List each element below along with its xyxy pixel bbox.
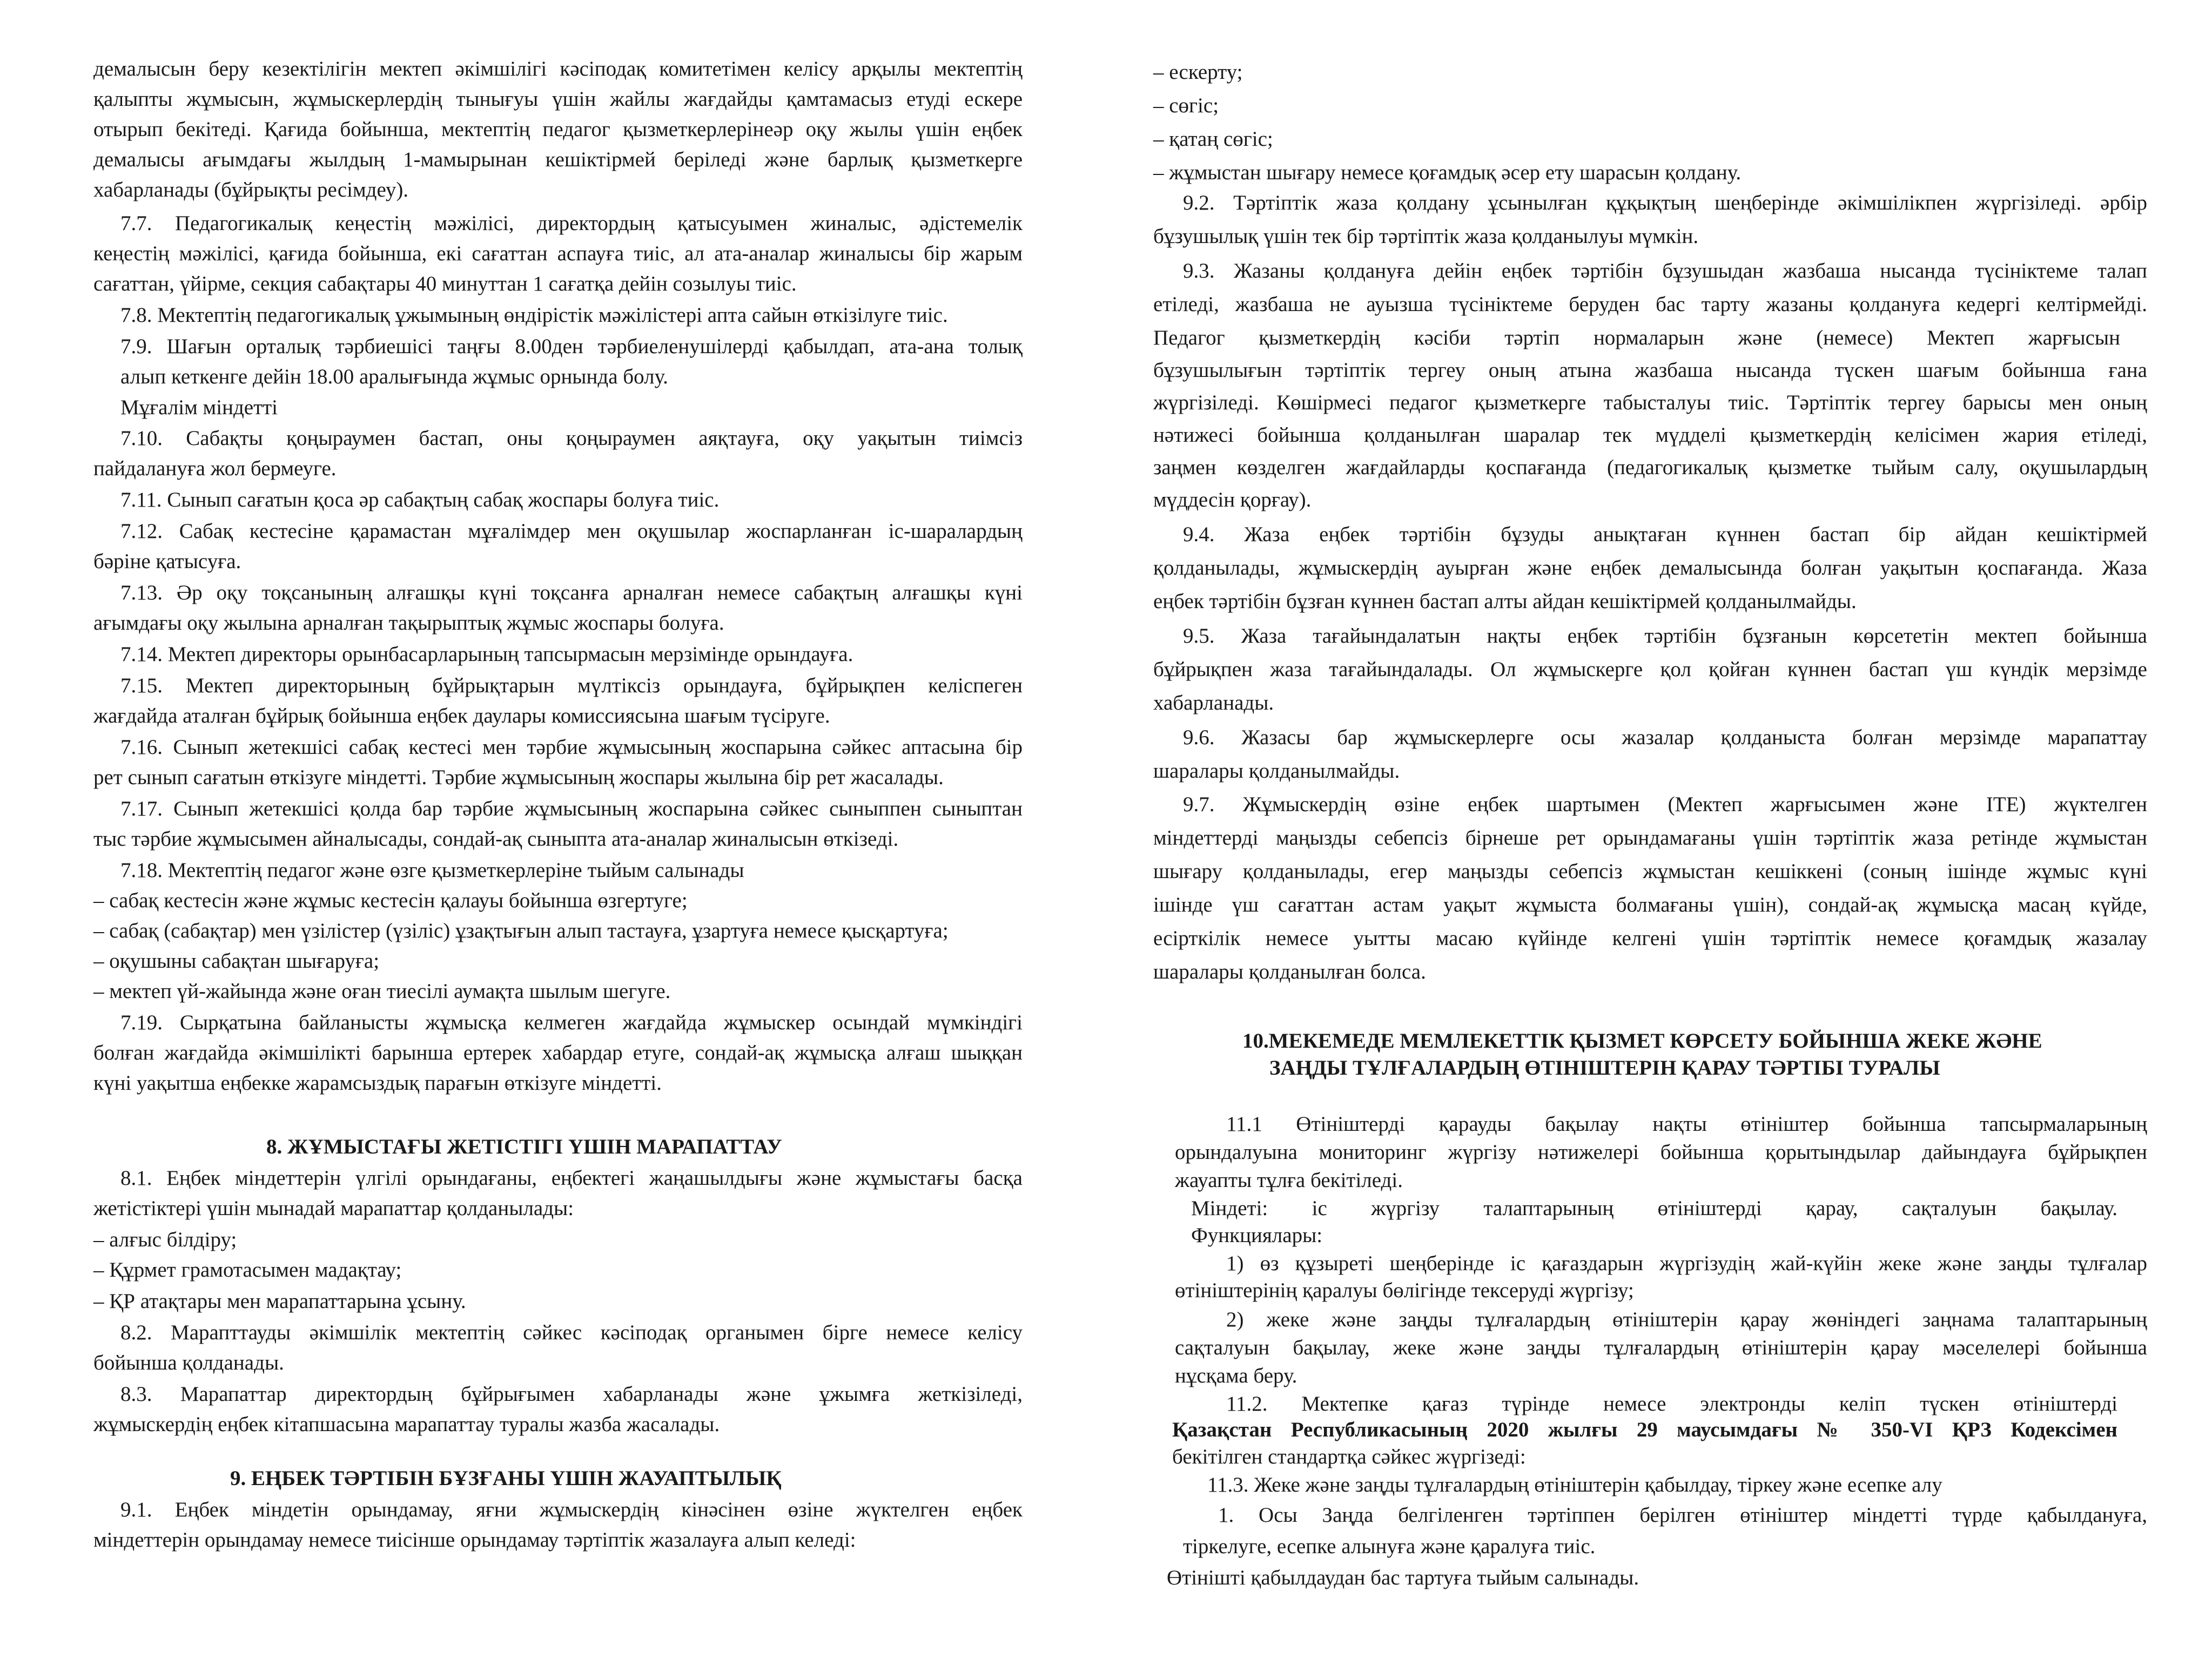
text-line: – оқушыны сабақтан шығаруға; — [93, 949, 380, 973]
text-line: 9.3. Жазаны қолдануға дейін еңбек тәртібін бұзушыдан жазбаша нысанда түсініктеме талап — [1183, 259, 2147, 282]
text-line: бекітілген стандартқа сәйкес жүргізеді: — [1172, 1445, 1526, 1468]
text-line: 9.1. Еңбек міндетін орындамау, яғни жұмыскердің кінәсінен өзіне жүктелген еңбек — [120, 1498, 1023, 1521]
section-heading: 8. ЖҰМЫСТАҒЫ ЖЕТІСТІГІ ҮШІН МАРАПАТТАУ — [266, 1135, 782, 1158]
text-line: бәріне қатысуға. — [93, 550, 241, 573]
text-line: 7.9. Шағын орталық тәрбиешісі таңғы 8.00ден тәрбиеленушілерді қабылдап, ата-ана толық — [120, 335, 1023, 358]
text-line: ішінде үш сағаттан астам уақыт жұмыста болмағаны үшін), сондай-ақ жұмысқа масаң күйде, — [1153, 893, 2147, 916]
text-line: еңбек тәртібін бұзған күннен бастап алты айдан кешіктірмей қолданылмайды. — [1153, 590, 1857, 613]
text-line: Өтінішті қабылдаудан бас тартуға тыйым салынады. — [1167, 1566, 1639, 1589]
text-line: 1. Осы Заңда белгіленген тәртіппен берілген өтініштер міндетті түрде қабылдануға, — [1218, 1503, 2147, 1527]
text-line: орындалуына мониторинг жүргізу нәтижелері бойынша қорытындылар дайындауға бұйрықпен — [1175, 1141, 2147, 1164]
text-line: 7.11. Сынып сағатын қоса әр сабақтың сабақ жоспары болуға тиіс. — [120, 488, 720, 511]
text-line: болған жағдайда әкімшілікті барынша ертерек хабардар етуге, сондай-ақ жұмысқа алғаш шыққан — [93, 1041, 1023, 1064]
text-line: алып кеткенге дейін 18.00 аралығында жұмыс орнында болу. — [120, 365, 668, 388]
text-line: 11.1 Өтініштерді қарауды бақылау нақты өтініштер бойынша тапсырмаларының — [1226, 1112, 2147, 1136]
text-line: есірткілік немесе уытты масаю күйінде келгені үшін тәртіптік немесе қоғамдық жазалау — [1153, 927, 2147, 950]
text-line: 9.4. Жаза еңбек тәртібін бұзуды анықтаған күннен бастап бір айдан кешіктірмей — [1183, 523, 2147, 546]
text-line: – ескерту; — [1153, 60, 1243, 84]
text-line: жағдайда аталған бұйрық бойынша еңбек даулары комиссиясына шағым түсіруге. — [93, 704, 830, 727]
text-line: міндеттерін орындамау немесе тиісінше орындамау тәртіптік жазалауға алып келеді: — [93, 1528, 856, 1552]
text-line: сақталуын бақылау, жеке және заңды тұлғалардың өтініштерін қарау мәселелері бойынша — [1175, 1336, 2147, 1359]
text-line: рет сынып сағатын өткізуге міндетті. Тәрбие жұмысының жоспары жылына бір рет жасалады. — [93, 766, 944, 789]
text-line: 7.8. Мектептің педагогикалық ұжымының өндірістік мәжілістері апта сайын өткізілуге тиіс. — [120, 304, 948, 327]
text-line: – алғыс білдіру; — [93, 1228, 237, 1251]
text-line: 11.2. Мектепке қағаз түрінде немесе электронды келіп түскен өтініштерді — [1226, 1392, 2117, 1415]
text-line: нәтижесі бойынша қолданылған шаралар тек мүдделі қызметкердің келісімен жария етіледі, — [1153, 423, 2147, 447]
text-line: отырып бекітеді. Қағида бойынша, мектептің педагог қызметкерлерінеәр оқу жылы үшін еңбек — [93, 118, 1023, 141]
text-line: 7.10. Сабақты қоңыраумен бастап, оны қоңыраумен аяқтауға, оқу уақытын тиімсіз — [120, 427, 1023, 450]
text-line: 8.1. Еңбек міндеттерін үлгілі орындағаны, еңбектегі жаңашылдығы және жұмыстағы басқа — [120, 1166, 1023, 1190]
text-line: хабарланады. — [1153, 691, 1274, 714]
text-line: қалыпты жұмысын, жұмыскерлердің тынығуы үшін жайлы жағдайды қамтамасыз етуді ескере — [93, 87, 1023, 111]
text-line: жауапты тұлға бекітіледі. — [1175, 1169, 1403, 1192]
text-line: Педагог қызметкердің кәсіби тәртіп нормаларын және (немесе) Мектеп жарғысын — [1153, 326, 2120, 349]
text-line: 7.19. Сырқатына байланысты жұмысқа келмеген жағдайда жұмыскер осындай мүмкіндігі — [120, 1011, 1023, 1034]
text-line: күні уақытша еңбекке жарамсыздық парағын өткізуге міндетті. — [93, 1071, 662, 1095]
text-line: тіркелуге, есепке алынуға және қаралуға тиіс. — [1183, 1535, 1596, 1558]
text-line: сағаттан, үйірме, секция сабақтары 40 минуттан 1 сағатқа дейін созылуы тиіс. — [93, 272, 797, 295]
text-line: 9.7. Жұмыскердің өзіне еңбек шартымен (Мектеп жарғысымен және ІТЕ) жүктелген — [1183, 793, 2147, 816]
text-line: – сабақ кестесін және жұмыс кестесін қалауы бойынша өзгертуге; — [93, 889, 688, 912]
text-line: 7.7. Педагогикалық кеңестің мәжілісі, директордың қатысуымен жиналыс, әдістемелік — [120, 212, 1023, 235]
text-line: бұйрықпен жаза тағайындалады. Ол жұмыскерге қол қойған күннен бастап үш күндік мерзімде — [1153, 658, 2147, 681]
text-line: 7.13. Әр оқу тоқсанының алғашқы күні тоқсанға арналған немесе сабақтың алғашқы күні — [120, 581, 1023, 604]
text-line: бойынша қолданады. — [93, 1351, 284, 1374]
section-heading: ЗАҢДЫ ТҰЛҒАЛАРДЫҢ ӨТІНІШТЕРІН ҚАРАУ ТӘРТІБІ ТУРАЛЫ — [1269, 1056, 1940, 1080]
text-line: жетістіктері үшін мынадай марапаттар қолданылады: — [93, 1197, 574, 1220]
text-line: 11.3. Жеке және заңды тұлғалардың өтініштерін қабылдау, тіркеу және есепке алу — [1207, 1473, 1942, 1496]
text-line: 7.14. Мектеп директоры орынбасарларының тапсырмасын мерзімінде орындауға. — [120, 643, 853, 666]
text-line: шаралары қолданылмайды. — [1153, 759, 1400, 783]
text-line: 8.3. Марапаттар директордың бұйрығымен хабарланады және ұжымға жеткізіледі, — [120, 1382, 1023, 1406]
text-line: шаралары қолданылған болса. — [1153, 960, 1426, 983]
text-line: 9.2. Тәртіптік жаза қолдану ұсынылған құқықтың шеңберінде әкімшілікпен жүргізіледі. әрбір — [1183, 191, 2147, 214]
text-line: – сөгіс; — [1153, 94, 1219, 117]
text-line: – қатаң сөгіс; — [1153, 127, 1273, 151]
text-line: мүддесін қорғау). — [1153, 488, 1312, 511]
text-line: 7.15. Мектеп директорының бұйрықтарын мүлтіксіз орындауға, бұйрықпен келіспеген — [120, 674, 1023, 697]
text-line: демалысын беру кезектілігін мектеп әкімшілігі кәсіподақ комитетімен келісу арқылы мектептің — [93, 57, 1023, 80]
text-line: Функциялары: — [1191, 1224, 1323, 1247]
text-line: 1) өз құзыреті шеңберінде іс қағаздарын жүргізудің жай-күйін жеке және заңды тұлғалар — [1226, 1252, 2147, 1275]
section-heading: Қазақстан Республикасының 2020 жылғы 29 маусымдағы № 350-VI ҚРЗ Кодексімен — [1172, 1418, 2117, 1441]
text-line: өтініштерінің қаралуы бөлігінде тексеруді жүргізу; — [1175, 1279, 1634, 1302]
text-line: демалысы ағымдағы жылдың 1-мамырынан кешіктірмей беріледі және барлық қызметкерге — [93, 148, 1023, 171]
text-line: – жұмыстан шығару немесе қоғамдық әсер ету шарасын қолдану. — [1153, 161, 1742, 184]
text-line: 2) жеке және заңды тұлғалардың өтініштерін қарау жөніндегі заңнама талаптарының — [1226, 1308, 2147, 1331]
text-line: қолданылады, жұмыскердің ауырған және еңбек демалысында болған уақытын қоспағанда. Жаза — [1153, 556, 2147, 579]
text-line: – Құрмет грамотасымен мадақтау; — [93, 1258, 402, 1282]
text-line: 7.18. Мектептің педагог және өзге қызметкерлеріне тыйым салынады — [120, 859, 744, 882]
text-line: жұмыскердің еңбек кітапшасына марапаттау туралы жазба жасалады. — [93, 1413, 720, 1436]
text-line: – ҚР атақтары мен марапаттарына ұсыну. — [93, 1290, 466, 1313]
text-line: бұзушылық үшін тек бір тәртіптік жаза қолданылуы мүмкін. — [1153, 225, 1699, 248]
section-heading: 10.МЕКЕМЕДЕ МЕМЛЕКЕТТІК ҚЫЗМЕТ КӨРСЕТУ БОЙЫНША ЖЕКЕ ЖӘНЕ — [1242, 1029, 2042, 1053]
text-line: міндеттерді маңызды себепсіз бірнеше рет орындамағаны үшін тәртіптік жаза ретінде жұмыстан — [1153, 826, 2147, 849]
section-heading: 9. ЕҢБЕК ТӘРТІБІН БҰЗҒАНЫ ҮШІН ЖАУАПТЫЛЫҚ — [230, 1467, 782, 1490]
text-line: ағымдағы оқу жылына арналған тақырыптық жұмыс жоспары болуға. — [93, 611, 724, 635]
text-line: тыс тәрбие жұмысымен айналысады, сондай-ақ сыныпта ата-аналар жиналысын өткізеді. — [93, 827, 899, 851]
text-line: 8.2. Марапттауды әкімшілік мектептің сәйкес кәсіподақ органымен бірге немесе келісу — [120, 1321, 1023, 1344]
text-line: 7.17. Сынып жетекшісі қолда бар тәрбие жұмысының жоспарына сәйкес сыныппен сыныптан — [120, 797, 1023, 820]
text-line: 7.12. Сабақ кестесіне қарамастан мұғалімдер мен оқушылар жоспарланған іс-шаралардың — [120, 520, 1023, 543]
left-page-column — [93, 0, 1023, 1659]
text-line: бұзушылығын тәртіптік тергеу оның атына жазбаша нысанда түскен шағым бойынша ғана — [1153, 359, 2147, 382]
text-line: нұсқама беру. — [1175, 1364, 1297, 1387]
text-line: 7.16. Сынып жетекшісі сабақ кестесі мен тәрбие жұмысының жоспарына сәйкес аптасына бір — [120, 736, 1023, 759]
text-line: кеңестің мәжілісі, қағида бойынша, екі сағаттан аспауға тиіс, ал ата-аналар жиналысы бір жарым — [93, 242, 1023, 265]
text-line: шығару қолданылады, егер маңызды себепсіз жұмыстан кешіккені (соның ішінде жұмыс күні — [1153, 860, 2147, 883]
text-line: Міндеті: іс жүргізу талаптарының өтініштерді қарау, сақталуын бақылау. — [1191, 1197, 2117, 1220]
text-line: жүргізіледі. Көшірмесі педагог қызметкерге табысталуы тиіс. Тәртіптік тергеу барысы мен оның — [1153, 391, 2147, 414]
right-page-column — [1153, 0, 2147, 1659]
text-line: заңмен көзделген жағдайларды қоспағанда (педагогикалық қызметке тыйым салу, оқушылардың — [1153, 456, 2147, 479]
text-line: – мектеп үй-жайында және оған тиесілі аумақта шылым шегуге. — [93, 980, 671, 1003]
text-line: хабарланады (бұйрықты ресімдеу). — [93, 178, 409, 201]
text-line: етіледі, жазбаша не ауызша түсініктеме беруден бас тарту жазаны қолдануға кедергі келтірмейді. — [1153, 293, 2147, 316]
text-line: Мұғалім міндетті — [120, 396, 278, 419]
text-line: – сабақ (сабақтар) мен үзілістер (үзіліс) ұзақтығын алып тастауға, ұзартуға немесе қысқартуға; — [93, 919, 949, 942]
text-line: пайдалануға жол бермеуге. — [93, 457, 337, 480]
text-line: 9.5. Жаза тағайындалатын нақты еңбек тәртібін бұзғанын көрсететін мектеп бойынша — [1183, 624, 2147, 648]
text-line: 9.6. Жазасы бар жұмыскерлерге осы жазалар қолданыста болған мерзімде марапаттау — [1183, 726, 2147, 749]
